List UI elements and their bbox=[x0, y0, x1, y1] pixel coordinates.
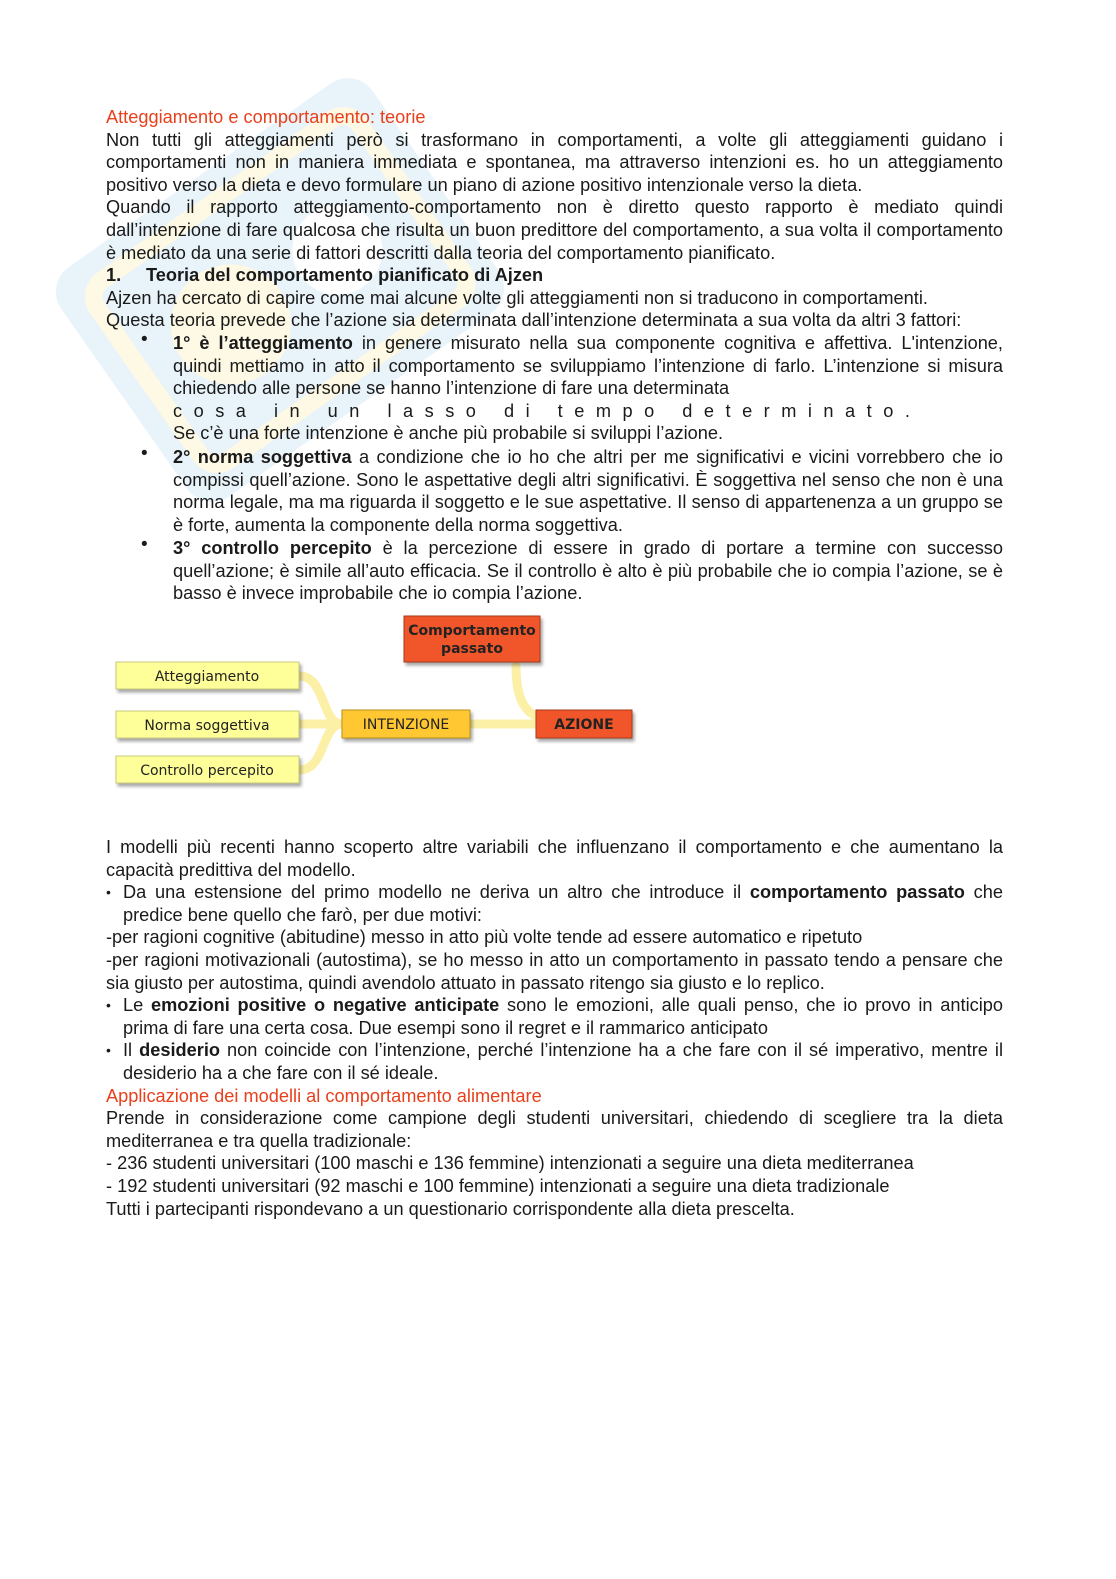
item-bold: desiderio bbox=[139, 1040, 220, 1061]
factor-title: 2° norma soggettiva bbox=[173, 446, 352, 467]
label-passato-line2: passato bbox=[441, 641, 503, 658]
factor-title: 1° è l’atteggiamento bbox=[173, 332, 353, 353]
heading-number: 1. bbox=[106, 265, 122, 286]
factor-text: a condizione che io ho che altri per me significativi e vicini vorrebbero che io compissi quell’azione. Sono le aspettative degli altri significativi. È soggettiva nel senso che non è una norma legale, ma ma riguarda il soggetto e le sue aspettative. Il senso di appartenenza a un gruppo se è forte, aumenta la componente della norma soggettiva. bbox=[173, 446, 1003, 535]
list-item bbox=[123, 1039, 1003, 1084]
paragraph: Prende in considerazione come campione degli studenti universitari, chiedendo di scegliere tra la dieta mediterranea e tra quella tradizionale: bbox=[106, 1108, 1003, 1151]
paragraph: -per ragioni cognitive (abitudine) messo in atto più volte tende ad essere automatico e ripetuto bbox=[106, 927, 863, 948]
factor-title: 3° controllo percepito bbox=[173, 538, 372, 559]
item-text: Da una estensione del primo modello ne deriva un altro che introduce il bbox=[123, 882, 750, 903]
factor-tail: Se c’è una forte intenzione è anche più probabile si sviluppi l’azione. bbox=[173, 423, 724, 444]
item-text: Il bbox=[123, 1040, 140, 1061]
item-text: sono le emozioni, alle quali penso, che io provo in anticipo prima di fare una certa cosa. Due esempi sono il regret e il rammarico anticipato bbox=[123, 995, 1003, 1038]
label-passato-line1: Comportamento bbox=[408, 623, 536, 640]
section-heading-applicazione: Applicazione dei modelli al comportamento alimentare bbox=[106, 1085, 542, 1106]
label-norma: Norma soggettiva bbox=[144, 718, 270, 735]
item-bold: comportamento passato bbox=[749, 882, 965, 903]
list-item bbox=[173, 537, 1003, 605]
paragraph: - 192 studenti universitari (92 maschi e 100 femmine) intenzionati a seguire una dieta tradizionale bbox=[106, 1175, 890, 1196]
document-page bbox=[106, 106, 1003, 1220]
label-intenzione: INTENZIONE bbox=[362, 717, 450, 734]
ajzen-diagram bbox=[106, 606, 1003, 836]
variables-list-2 bbox=[106, 994, 1003, 1084]
paragraph: I modelli più recenti hanno scoperto altre variabili che influenzano il comportamento e che aumentano la capacità predittiva del modello. bbox=[106, 837, 1003, 880]
list-item bbox=[173, 332, 1003, 445]
list-item bbox=[173, 446, 1003, 536]
label-controllo: Controllo percepito bbox=[140, 763, 274, 780]
paragraph: Non tutti gli atteggiamenti però si trasformano in comportamenti, a volte gli atteggiamenti guidano i comportamenti non in maniera immediata e spontanea, ma attraverso intenzioni es. ho un atteggiamento positivo verso la dieta e devo formulare un piano di azione positivo intenzionale verso la dieta. bbox=[106, 129, 1003, 195]
paragraph: - 236 studenti universitari (100 maschi e 136 femmine) intenzionati a seguire una dieta mediterranea bbox=[106, 1153, 914, 1174]
connector-controllo bbox=[299, 724, 342, 770]
diagram-svg bbox=[106, 606, 1003, 836]
paragraph: Tutti i partecipanti rispondevano a un questionario corrispondente alla dieta prescelta. bbox=[106, 1198, 795, 1219]
item-text: non coincide con l’intenzione, perché l’intenzione ha a che fare con il sé imperativo, mentre il desiderio ha a che fare con il sé ideale. bbox=[123, 1040, 1003, 1083]
item-text: che predice bene quello che farò, per due motivi: bbox=[123, 882, 1004, 925]
item-text: Le bbox=[123, 995, 151, 1016]
factor-text: in genere misurato nella sua componente cognitiva e affettiva. L'intenzione, quindi mettiamo in atto il comportamento se sviluppiamo l’intenzione di farlo. L’intenzione si misura chiedendo alle persone se hanno l’intenzione di fare una determinata bbox=[173, 332, 1003, 399]
label-azione: AZIONE bbox=[554, 717, 614, 734]
list-item bbox=[123, 881, 1003, 926]
connector-atteggiamento bbox=[299, 676, 342, 724]
factor-spaced-text: cosa in un lasso di tempo determinato. bbox=[173, 400, 922, 421]
factor-list bbox=[106, 332, 1003, 605]
list-item bbox=[123, 994, 1003, 1039]
factor-text: è la percezione di essere in grado di portare a termine con successo quell’azione; è simile all’auto efficacia. Se il controllo è alto è più probabile che io compia l’azione, se è basso è invece improbabile che io compia l’azione. bbox=[173, 538, 1003, 604]
item-bold: emozioni positive o negative anticipate bbox=[150, 995, 500, 1016]
paragraph: Quando il rapporto atteggiamento-comportamento non è diretto questo rapporto è mediato quindi dall’intenzione di fare qualcosa che risulta un buon predittore del comportamento, a sua volta il comportamento è mediato da una serie di fattori descritti dalla teoria del comportamento pianificato. bbox=[106, 197, 1003, 263]
paragraph: -per ragioni motivazionali (autostima), se ho messo in atto un comportamento in passato tendo a pensare che sia giusto per autostima, quindi avendolo attuato in passato ritengo sia giusto e lo replico. bbox=[106, 950, 1003, 993]
paragraph: Questa teoria prevede che l’azione sia determinata dall’intenzione determinata a sua volta da altri 3 fattori: bbox=[106, 310, 962, 331]
paragraph: Ajzen ha cercato di capire come mai alcune volte gli atteggiamenti non si traducono in comportamenti. bbox=[106, 287, 928, 308]
variables-list bbox=[106, 881, 1003, 926]
numbered-heading bbox=[106, 264, 1003, 287]
label-atteggiamento: Atteggiamento bbox=[154, 669, 260, 686]
section-heading-teorie: Atteggiamento e comportamento: teorie bbox=[106, 107, 426, 127]
heading-title: Teoria del comportamento pianificato di Ajzen bbox=[146, 265, 544, 286]
